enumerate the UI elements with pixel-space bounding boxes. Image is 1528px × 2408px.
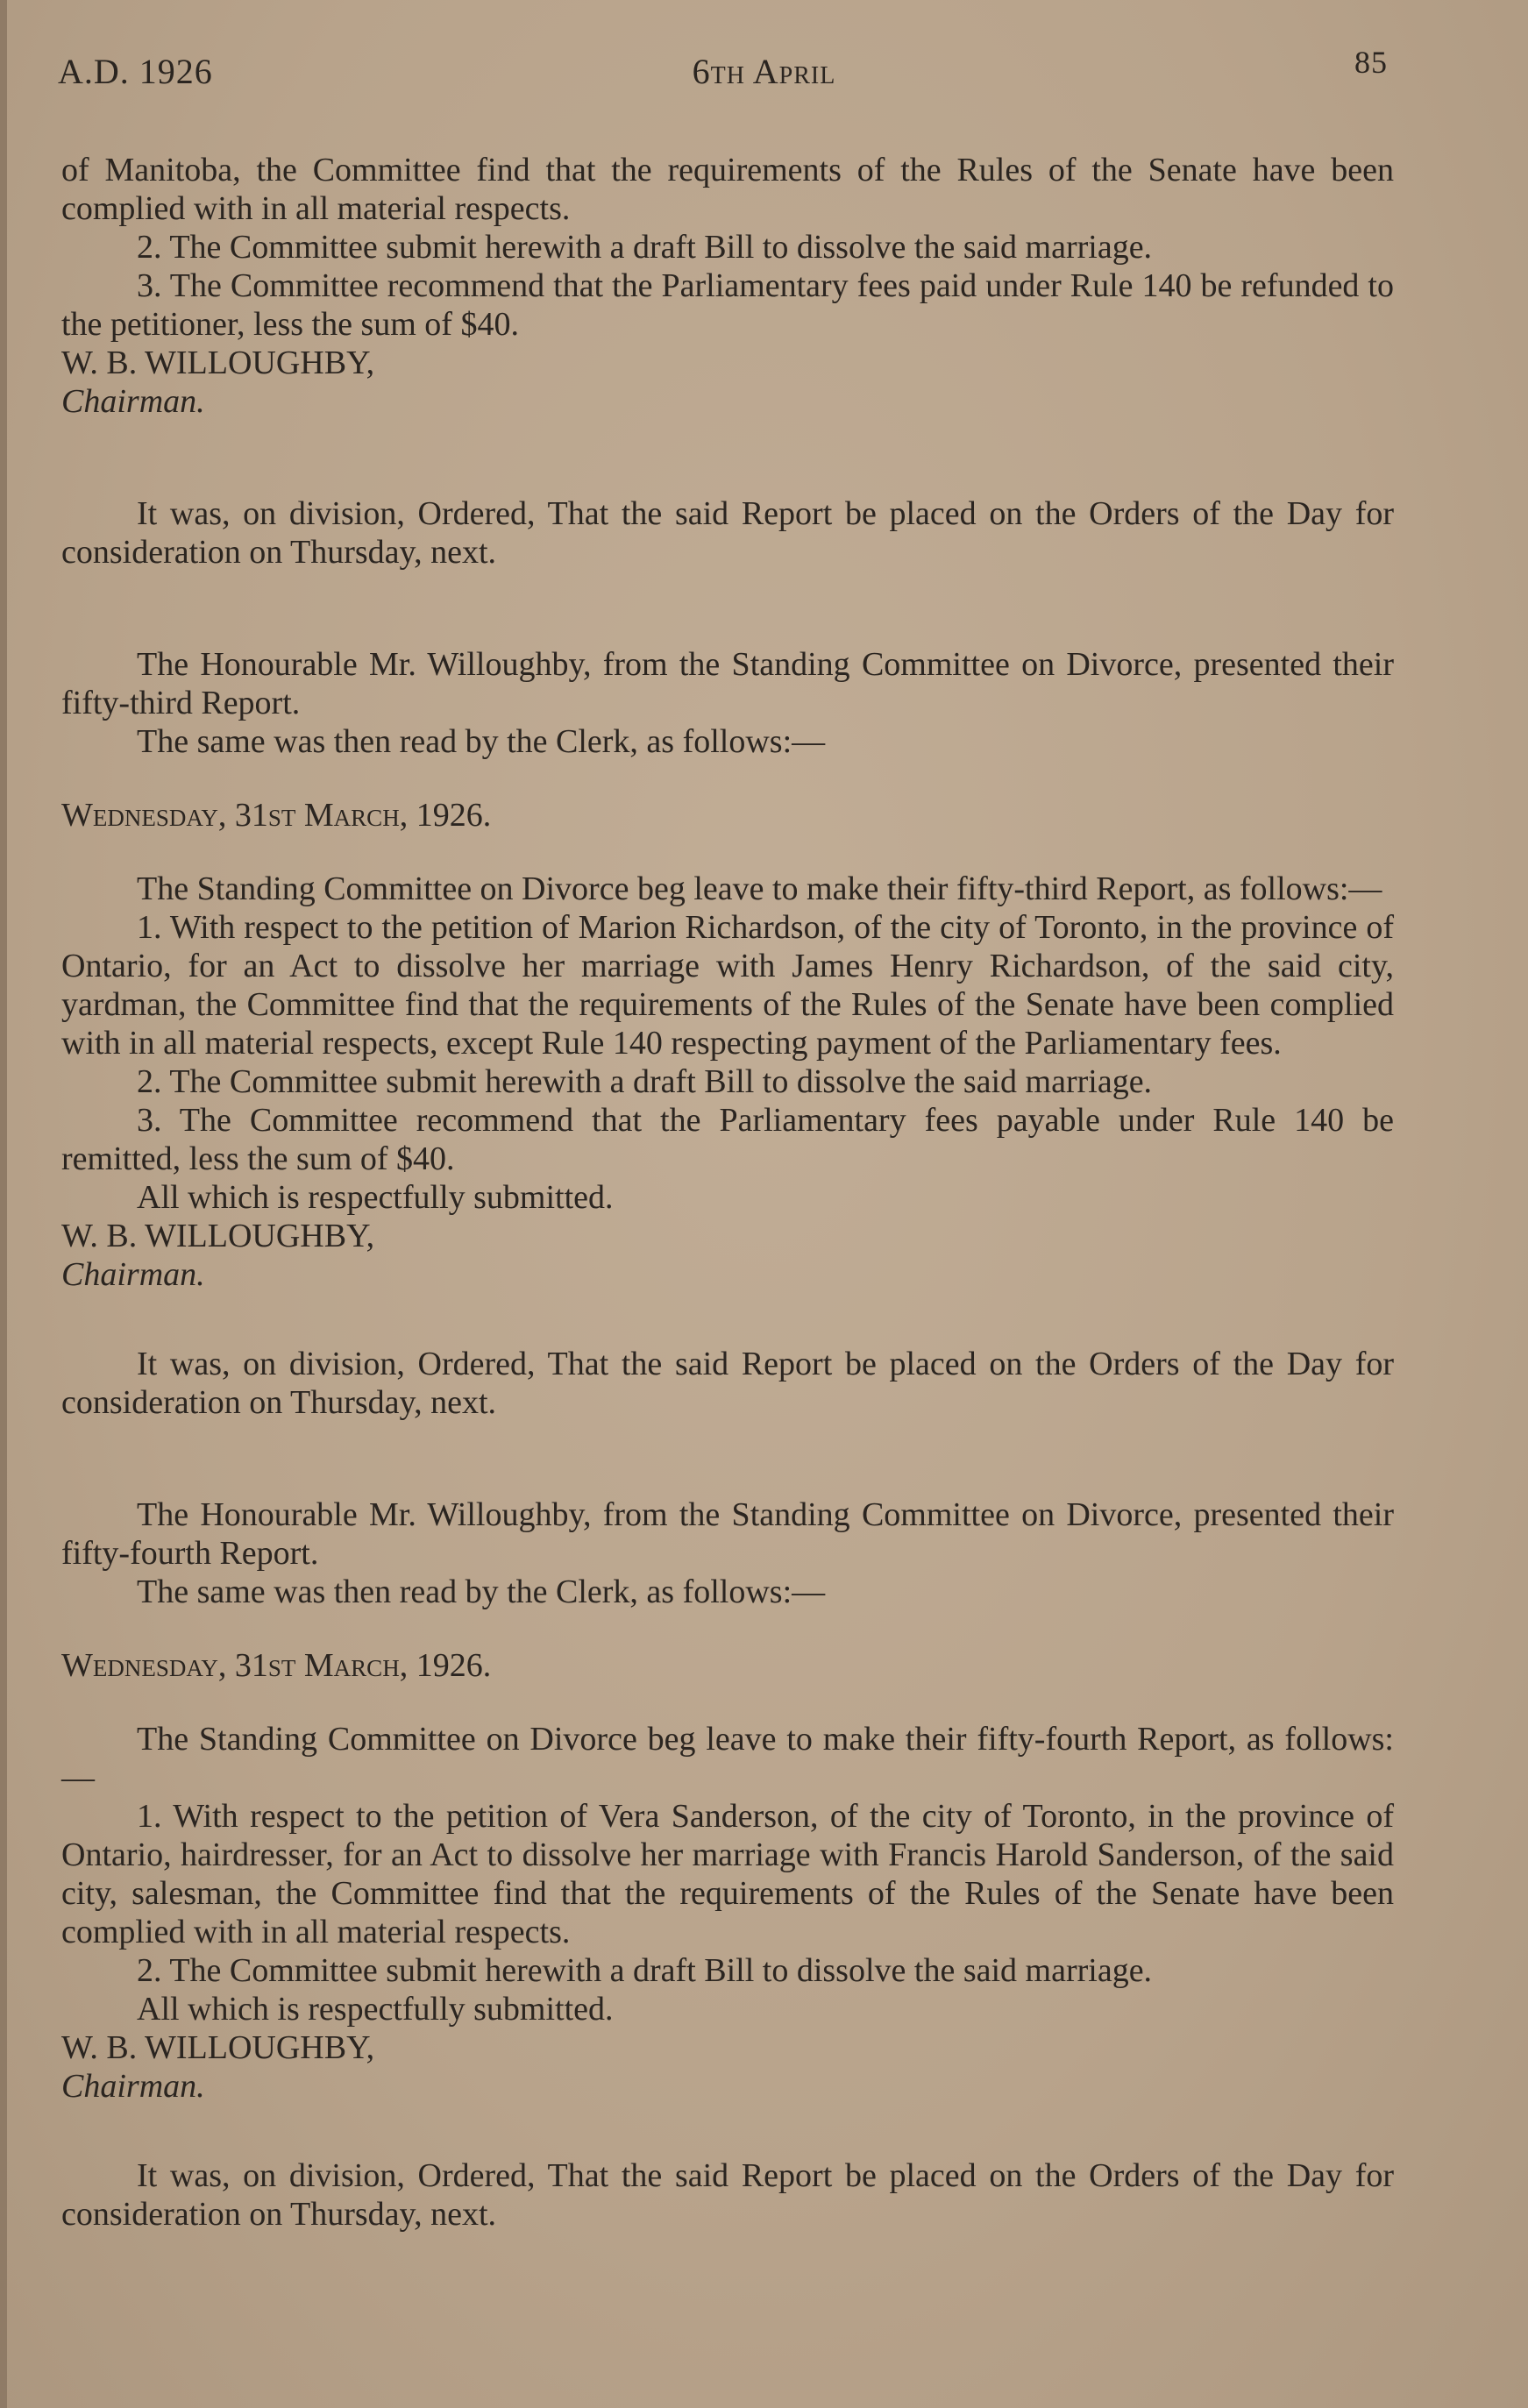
report53-read: The same was then read by the Clerk, as follows:— (137, 723, 826, 760)
report54-signature: W. B. WILLOUGHBY, (61, 2029, 375, 2066)
report53-intro: The Honourable Mr. Willoughby, from the Standing Committee on Divorce, presented their fifty-third Report. (61, 646, 1394, 721)
report53-date: Wednesday, 31st March, 1926. (61, 797, 492, 834)
report53-signature: W. B. WILLOUGHBY, (61, 1218, 375, 1254)
block1-title: Chairman. (61, 383, 205, 420)
report54-closing: All which is respectfully submitted. (137, 1991, 614, 2028)
report54-title: Chairman. (61, 2068, 205, 2105)
block1-signature: W. B. WILLOUGHBY, (61, 345, 375, 381)
header-year: A.D. 1926 (58, 52, 213, 91)
page-number: 85 (1354, 45, 1388, 80)
report53-item-2: 2. The Committee submit herewith a draft Bill to dissolve the said marriage. (137, 1063, 1153, 1100)
report54-intro: The Honourable Mr. Willoughby, from the Standing Committee on Divorce, presented their fifty-fourth Report. (61, 1496, 1394, 1572)
report54-read: The same was then read by the Clerk, as follows:— (137, 1573, 826, 1610)
report53-title: Chairman. (61, 1256, 205, 1293)
block1-continuation: of Manitoba, the Committee find that the requirements of the Rules of the Senate have been complied with in all material respects. (61, 152, 1394, 227)
order-2: It was, on division, Ordered, That the said Report be placed on the Orders of the Day for consideration on Thursday, next. (61, 1346, 1394, 1421)
report53-opening: The Standing Committee on Divorce beg leave to make their fifty-third Report, as follows:— (137, 870, 1382, 907)
report54-item-2: 2. The Committee submit herewith a draft Bill to dissolve the said marriage. (137, 1952, 1153, 1989)
block1-item-2: 2. The Committee submit herewith a draft Bill to dissolve the said marriage. (137, 229, 1153, 266)
order-1: It was, on division, Ordered, That the said Report be placed on the Orders of the Day for consideration on Thursday, next. (61, 495, 1394, 571)
report53-item-3: 3. The Committee recommend that the Parliamentary fees payable under Rule 140 be remitted, less the sum of $40. (61, 1102, 1394, 1177)
block1-item-3: 3. The Committee recommend that the Parliamentary fees paid under Rule 140 be refunded to the petitioner, less the sum of $40. (61, 267, 1394, 343)
report54-date: Wednesday, 31st March, 1926. (61, 1647, 492, 1684)
body-text (61, 151, 1394, 2234)
header-date: 6th April (692, 52, 836, 91)
report54-opening: The Standing Committee on Divorce beg leave to make their fifty-fourth Report, as follows:— (61, 1721, 1394, 1796)
order-3: It was, on division, Ordered, That the said Report be placed on the Orders of the Day for consideration on Thursday, next. (61, 2157, 1394, 2233)
page-edge-shadow (0, 0, 7, 2408)
report53-item-1: 1. With respect to the petition of Marion Richardson, of the city of Toronto, in the province of Ontario, for an Act to dissolve her marriage with James Henry Richardson, of the said city, yardman, the Committee find that the requirements of the Rules of the Senate have been complied with in all material respects, except Rule 140 respecting payment of the Parliamentary fees. (61, 909, 1394, 1062)
report53-closing: All which is respectfully submitted. (137, 1179, 614, 1216)
report54-item-1: 1. With respect to the petition of Vera Sanderson, of the city of Toronto, in the province of Ontario, hairdresser, for an Act to dissolve her marriage with Francis Harold Sanderson, of the said city, salesman, the Committee find that the requirements of the Rules of the Senate have been complied with in all material respects. (61, 1798, 1394, 1950)
